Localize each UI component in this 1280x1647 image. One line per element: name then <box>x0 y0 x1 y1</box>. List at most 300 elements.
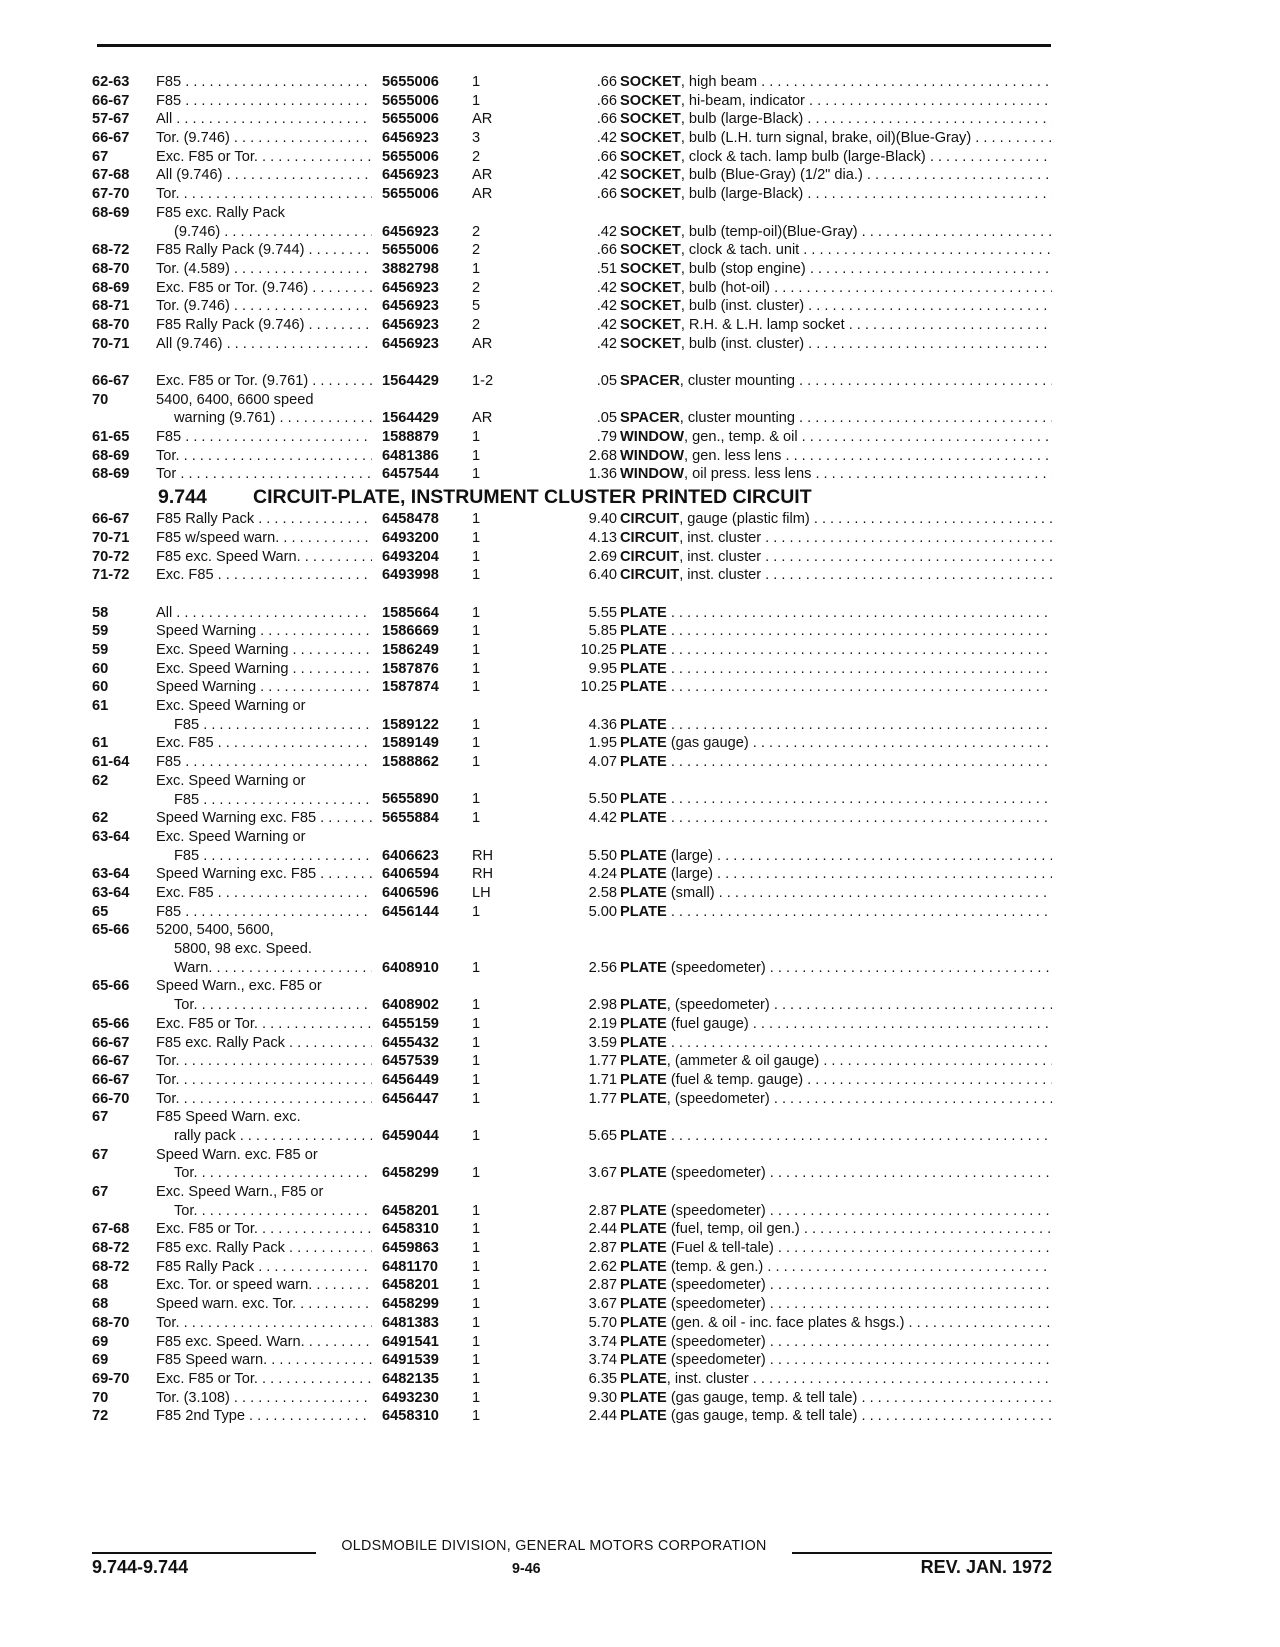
model-year: 67-70 <box>92 186 130 203</box>
application-line: 5400, 6400, 6600 speed <box>156 391 314 408</box>
footer-rule-left <box>92 1552 316 1554</box>
application-line: F85 . . . <box>156 93 372 109</box>
model-year: 68-71 <box>92 298 130 315</box>
application-line: Exc. F85 or Tor. (9.761) . . . <box>156 373 372 389</box>
description-keyword: PLATE <box>620 679 667 696</box>
description-text: , bulb (inst. cluster) <box>680 298 805 315</box>
application-line: Exc. Tor. or speed warn. . . . <box>156 1277 372 1293</box>
parts-row <box>92 110 1052 129</box>
application-line: F85 Speed warn. . . . <box>156 1352 372 1368</box>
model-year: 66-67 <box>92 511 130 528</box>
description-text: , bulb (L.H. turn signal, brake, oil)(Blue-Gray) <box>680 130 972 147</box>
price: 3.74 <box>588 1333 617 1350</box>
parts-row <box>92 1015 1052 1034</box>
quantity: 1 <box>472 754 481 771</box>
part-number: 6458310 <box>382 1408 439 1425</box>
description-keyword: SPACER <box>620 410 680 427</box>
description <box>620 641 1052 660</box>
parts-row <box>92 92 1052 111</box>
part-number: 6458478 <box>382 511 439 528</box>
application <box>156 641 372 660</box>
parts-row <box>92 510 1052 529</box>
description-text: (fuel & temp. gauge) <box>666 1071 804 1088</box>
description <box>620 1314 1052 1333</box>
quantity: 1 <box>472 791 481 808</box>
price: 5.65 <box>588 1127 617 1144</box>
description <box>620 297 1052 316</box>
price: 1.95 <box>588 735 617 752</box>
price: .42 <box>596 279 617 296</box>
quantity: 1 <box>472 679 481 696</box>
description-text: (speedometer) <box>666 1352 766 1369</box>
top-rule <box>97 44 1051 47</box>
model-year: 61 <box>92 698 109 715</box>
parts-row <box>92 1258 1052 1277</box>
description-keyword: PLATE <box>620 847 667 864</box>
parts-row <box>92 678 1052 697</box>
application <box>156 1034 372 1053</box>
application <box>156 1389 372 1408</box>
application-line: F85 Rally Pack (9.746) . . . <box>156 317 372 333</box>
part-number: 1586669 <box>382 623 439 640</box>
description-keyword: SOCKET <box>620 335 681 352</box>
parts-row <box>92 1090 1052 1109</box>
parts-row <box>92 465 1052 484</box>
description-text: , bulb (large-Black) <box>680 186 804 203</box>
parts-row <box>92 204 1052 241</box>
model-year: 70-71 <box>92 335 130 352</box>
description-keyword: PLATE <box>620 866 667 883</box>
description <box>620 529 1052 548</box>
description-keyword: PLATE <box>620 1370 667 1387</box>
application-line: F85 . . . <box>156 74 372 90</box>
description-text: , hi-beam, indicator <box>680 92 805 109</box>
model-year: 69 <box>92 1333 109 1350</box>
application-line: All (9.746) . . . <box>156 167 372 183</box>
quantity: 1 <box>472 548 481 565</box>
quantity: AR <box>472 410 493 427</box>
parts-row <box>92 622 1052 641</box>
description-keyword: SOCKET <box>620 92 681 109</box>
price: 4.36 <box>588 716 617 733</box>
quantity: 1 <box>472 1314 481 1331</box>
description <box>620 865 1052 884</box>
application-line: F85 . . . <box>156 754 372 770</box>
model-year: 68-69 <box>92 447 130 464</box>
model-year: 63-64 <box>92 828 130 845</box>
parts-row <box>92 372 1052 391</box>
parts-row <box>92 1239 1052 1258</box>
application <box>156 297 372 316</box>
quantity: 1 <box>472 1015 481 1032</box>
price: 2.68 <box>588 447 617 464</box>
part-number: 6456923 <box>382 167 439 184</box>
application-line: Exc. Speed Warning . . . <box>156 661 372 677</box>
model-year: 70 <box>92 1389 109 1406</box>
quantity: 1 <box>472 1127 481 1144</box>
parts-row <box>92 1295 1052 1314</box>
application <box>156 241 372 260</box>
description-keyword: CIRCUIT <box>620 511 680 528</box>
description <box>620 1090 1052 1109</box>
price: 2.87 <box>588 1240 617 1257</box>
description <box>620 1370 1052 1389</box>
model-year: 67 <box>92 1184 109 1201</box>
application <box>156 828 372 865</box>
model-year: 70 <box>92 391 109 408</box>
application <box>156 428 372 447</box>
price: 5.70 <box>588 1314 617 1331</box>
application-line: Speed Warning . . . <box>156 679 372 695</box>
group-spacer <box>92 353 1052 372</box>
description <box>620 148 1052 167</box>
part-number: 6493204 <box>382 548 439 565</box>
parts-row <box>92 447 1052 466</box>
application <box>156 335 372 354</box>
model-year: 67-68 <box>92 1221 130 1238</box>
description-keyword: WINDOW <box>620 466 685 483</box>
description-text: , bulb (hot-oil) <box>680 279 771 296</box>
application <box>156 772 372 809</box>
parts-row <box>92 1071 1052 1090</box>
section-number: 9.744 <box>158 486 207 509</box>
description-keyword: PLATE <box>620 884 667 901</box>
description-text: (speedometer) <box>666 1202 766 1219</box>
model-year: 62 <box>92 772 109 789</box>
description <box>620 903 1052 922</box>
description <box>620 660 1052 679</box>
price: 4.42 <box>588 810 617 827</box>
description <box>620 279 1052 298</box>
model-year: 68-69 <box>92 204 130 221</box>
quantity: 1 <box>472 1053 481 1070</box>
model-year: 59 <box>92 641 109 658</box>
description <box>620 1407 1052 1426</box>
description <box>620 847 1052 866</box>
description-keyword: PLATE <box>620 604 667 621</box>
description-text: (gas gauge, temp. & tell tale) <box>666 1408 858 1425</box>
model-year: 69-70 <box>92 1370 130 1387</box>
application <box>156 678 372 697</box>
description <box>620 1389 1052 1408</box>
application <box>156 734 372 753</box>
application-line: Exc. F85 or Tor. . . . <box>156 1221 372 1237</box>
price: .66 <box>596 111 617 128</box>
description-text: , (ammeter & oil gauge) <box>666 1053 820 1070</box>
description-keyword: PLATE <box>620 903 667 920</box>
price: 3.59 <box>588 1034 617 1051</box>
application <box>156 1351 372 1370</box>
part-number: 6457544 <box>382 466 439 483</box>
part-number: 6456923 <box>382 279 439 296</box>
description <box>620 1034 1052 1053</box>
description-text: (large) <box>666 866 713 883</box>
application <box>156 1314 372 1333</box>
application <box>156 185 372 204</box>
part-number: 6458201 <box>382 1277 439 1294</box>
description-keyword: PLATE <box>620 959 667 976</box>
application-line: F85 exc. Rally Pack <box>156 204 285 221</box>
application-line: F85 Rally Pack (9.744) . . . <box>156 242 372 258</box>
price: 2.62 <box>588 1258 617 1275</box>
part-number: 1588879 <box>382 429 439 446</box>
description <box>620 1071 1052 1090</box>
quantity: 2 <box>472 316 481 333</box>
model-year: 58 <box>92 604 109 621</box>
description <box>620 1333 1052 1352</box>
application-line: Tor. (9.746) . . . <box>156 130 372 146</box>
quantity: AR <box>472 335 493 352</box>
quantity: 1 <box>472 1333 481 1350</box>
description-keyword: PLATE <box>620 1352 667 1369</box>
price: .66 <box>596 92 617 109</box>
application <box>156 465 372 484</box>
description <box>620 1164 1052 1183</box>
parts-row <box>92 734 1052 753</box>
parts-row <box>92 884 1052 903</box>
price: .42 <box>596 130 617 147</box>
application <box>156 1370 372 1389</box>
price: 5.50 <box>588 791 617 808</box>
model-year: 67-68 <box>92 167 130 184</box>
application-line: Exc. F85 . . . <box>156 735 372 751</box>
application-line: Exc. Speed Warning or <box>156 698 306 715</box>
application <box>156 1015 372 1034</box>
application <box>156 73 372 92</box>
description <box>620 790 1052 809</box>
description-text: , high beam <box>680 74 758 90</box>
description-keyword: PLATE <box>620 1314 667 1331</box>
part-number: 6481383 <box>382 1314 439 1331</box>
description <box>620 241 1052 260</box>
description <box>620 566 1052 585</box>
model-year: 68-70 <box>92 260 130 277</box>
application-line: Exc. F85 . . . <box>156 567 372 583</box>
description-keyword: PLATE <box>620 1333 667 1350</box>
parts-row <box>92 1351 1052 1370</box>
part-number: 6456449 <box>382 1071 439 1088</box>
description-text: (gen. & oil - inc. face plates & hsgs.) <box>666 1314 905 1331</box>
price: 2.44 <box>588 1221 617 1238</box>
description-keyword: PLATE <box>620 754 667 771</box>
description-keyword: PLATE <box>620 1277 667 1294</box>
application-line: Tor. (9.746) . . . <box>156 298 372 314</box>
description-keyword: SOCKET <box>620 186 681 203</box>
application-line: Tor. . . . <box>156 186 372 202</box>
application-line: F85 exc. Speed Warn. . . . <box>156 549 372 565</box>
price: .66 <box>596 74 617 90</box>
part-number: 6455159 <box>382 1015 439 1032</box>
application <box>156 1146 372 1183</box>
application-line: Warn. . . . <box>156 959 372 978</box>
description-text: , cluster mounting <box>679 373 795 390</box>
part-number: 3882798 <box>382 260 439 277</box>
part-number: 5655006 <box>382 74 439 90</box>
part-number: 6456923 <box>382 298 439 315</box>
price: .66 <box>596 242 617 259</box>
description-text: , inst. cluster <box>679 567 762 584</box>
description <box>620 809 1052 828</box>
description-keyword: PLATE <box>620 1240 667 1257</box>
part-number: 6456923 <box>382 130 439 147</box>
description-keyword: CIRCUIT <box>620 548 680 565</box>
page-footer <box>92 1535 1052 1595</box>
model-year: 59 <box>92 623 109 640</box>
part-number: 1588862 <box>382 754 439 771</box>
part-number: 6408902 <box>382 997 439 1014</box>
parts-row <box>92 828 1052 865</box>
description-keyword: CIRCUIT <box>620 567 680 584</box>
quantity: RH <box>472 866 494 883</box>
part-number: 6491541 <box>382 1333 439 1350</box>
description-text: , R.H. & L.H. lamp socket <box>680 316 845 333</box>
application <box>156 809 372 828</box>
application <box>156 753 372 772</box>
description-text: , gen., temp. & oil <box>684 429 798 446</box>
application-line: Speed warn. exc. Tor. . . . <box>156 1296 372 1312</box>
part-number: 1586249 <box>382 641 439 658</box>
price: 6.35 <box>588 1370 617 1387</box>
part-number: 6458201 <box>382 1202 439 1219</box>
application-line: Exc. F85 or Tor. . . . <box>156 1016 372 1032</box>
price: .51 <box>596 260 617 277</box>
application-line: 5800, 98 exc. Speed. <box>174 941 312 958</box>
application-line: Tor. . . . <box>156 1164 372 1183</box>
description-text: , bulb (large-Black) <box>680 111 804 128</box>
price: 2.44 <box>588 1408 617 1425</box>
parts-row <box>92 260 1052 279</box>
application-line: Exc. F85 or Tor. . . . <box>156 1371 372 1387</box>
price: .05 <box>596 373 617 390</box>
parts-row <box>92 129 1052 148</box>
price: 2.69 <box>588 548 617 565</box>
application-line: Exc. F85 or Tor. . . . <box>156 149 372 165</box>
part-number: 6459863 <box>382 1240 439 1257</box>
description-keyword: PLATE <box>620 623 667 640</box>
part-number: 6493230 <box>382 1389 439 1406</box>
description-keyword: PLATE <box>620 1015 667 1032</box>
description-keyword: PLATE <box>620 641 667 658</box>
part-number: 6457539 <box>382 1053 439 1070</box>
model-year: 70-72 <box>92 548 130 565</box>
quantity: 1 <box>472 604 481 621</box>
part-number: 6458310 <box>382 1221 439 1238</box>
model-year: 65-66 <box>92 922 130 939</box>
price: .66 <box>596 186 617 203</box>
quantity: 1 <box>472 74 481 90</box>
application <box>156 697 372 734</box>
price: 5.55 <box>588 604 617 621</box>
parts-row <box>92 166 1052 185</box>
price: 3.67 <box>588 1296 617 1313</box>
description <box>620 884 1052 903</box>
quantity: 1 <box>472 903 481 920</box>
quantity: 1 <box>472 1277 481 1294</box>
parts-row <box>92 1108 1052 1145</box>
description-keyword: SOCKET <box>620 130 681 147</box>
footer-corporation: OLDSMOBILE DIVISION, GENERAL MOTORS CORPORATION <box>341 1538 767 1554</box>
price: 1.36 <box>588 466 617 483</box>
parts-row <box>92 753 1052 772</box>
part-number: 5655006 <box>382 186 439 203</box>
application <box>156 529 372 548</box>
quantity: 1 <box>472 716 481 733</box>
application-line: Tor. . . . <box>156 448 372 464</box>
description <box>620 1202 1052 1221</box>
application-line: warning (9.761) . . . <box>156 409 372 428</box>
price: 2.56 <box>588 959 617 976</box>
part-number: 1564429 <box>382 410 439 427</box>
application-line: F85 2nd Type . . . <box>156 1408 372 1424</box>
description-keyword: SOCKET <box>620 242 681 259</box>
price: 4.13 <box>588 529 617 546</box>
quantity: 1 <box>472 1090 481 1107</box>
quantity: 1 <box>472 1034 481 1051</box>
model-year: 66-67 <box>92 373 130 390</box>
price: 2.98 <box>588 997 617 1014</box>
description-keyword: PLATE <box>620 1127 667 1144</box>
description-keyword: SOCKET <box>620 316 681 333</box>
application-line: All . . . <box>156 605 372 621</box>
application-line: F85 . . . <box>156 716 372 735</box>
application-line: F85 Speed Warn. exc. <box>156 1109 301 1126</box>
price: .42 <box>596 335 617 352</box>
price: .42 <box>596 316 617 333</box>
application <box>156 510 372 529</box>
application <box>156 865 372 884</box>
description <box>620 1258 1052 1277</box>
quantity: AR <box>472 111 493 128</box>
model-year: 61-65 <box>92 429 130 446</box>
application <box>156 316 372 335</box>
description <box>620 428 1052 447</box>
description <box>620 753 1052 772</box>
model-year: 68-69 <box>92 466 130 483</box>
footer-section-range: 9.744-9.744 <box>92 1557 189 1577</box>
price: 4.24 <box>588 866 617 883</box>
part-number: 1587876 <box>382 660 439 677</box>
model-year: 61-64 <box>92 754 130 771</box>
model-year: 61 <box>92 735 109 752</box>
description-keyword: SOCKET <box>620 260 681 277</box>
model-year: 66-67 <box>92 92 130 109</box>
description <box>620 510 1052 529</box>
parts-row <box>92 772 1052 809</box>
price: 9.30 <box>588 1389 617 1406</box>
description-keyword: PLATE <box>620 735 667 752</box>
quantity: 5 <box>472 298 481 315</box>
description <box>620 316 1052 335</box>
description-text: , clock & tach. lamp bulb (large-Black) <box>680 148 926 165</box>
application-line: Tor. . . . <box>156 996 372 1015</box>
footer-revision: REV. JAN. 1972 <box>920 1557 1052 1577</box>
quantity: 1 <box>472 1352 481 1369</box>
quantity: 2 <box>472 242 481 259</box>
price: 9.40 <box>588 511 617 528</box>
price: 1.71 <box>588 1071 617 1088</box>
description-text: (gas gauge) <box>666 735 749 752</box>
description <box>620 223 1052 242</box>
application <box>156 1090 372 1109</box>
description-keyword: PLATE <box>620 716 667 733</box>
model-year: 70-71 <box>92 529 130 546</box>
description-text: , bulb (Blue-Gray) (1/2" dia.) <box>680 167 863 184</box>
description-text: (speedometer) <box>666 959 766 976</box>
application-line: Tor . . . <box>156 466 372 482</box>
quantity: 3 <box>472 130 481 147</box>
part-number: 6491539 <box>382 1352 439 1369</box>
quantity: 1 <box>472 959 481 976</box>
